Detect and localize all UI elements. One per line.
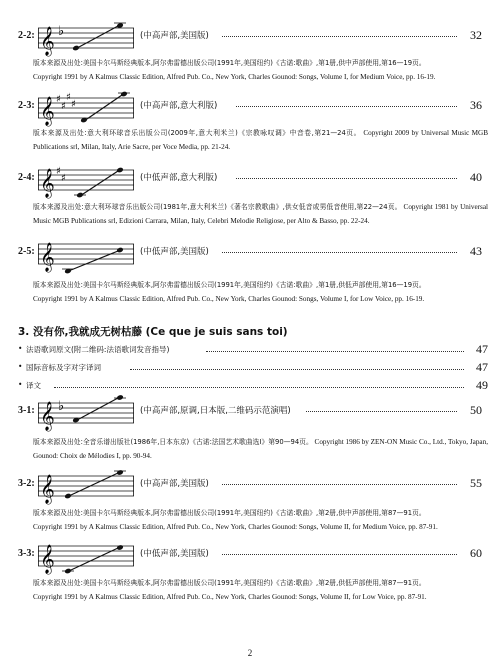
- bullet-icon: •: [18, 362, 23, 371]
- end-note-icon: [116, 247, 124, 254]
- page-ref[interactable]: 47: [476, 342, 488, 356]
- music-staff-incipit: [38, 466, 138, 506]
- leader-dots: [222, 252, 457, 253]
- caption-cn: 版本来源及出处:全音乐谱出版社(1986年,日本东京)《古诺:法国艺术歌曲选Ⅰ》第90—94页。: [33, 438, 313, 446]
- leader-dots: [222, 554, 457, 555]
- end-note-icon: [116, 469, 124, 476]
- bullet-icon: •: [18, 344, 23, 353]
- start-note-icon: [64, 493, 72, 500]
- voice-label: (中低声部,意大利版): [140, 173, 218, 183]
- music-staff-incipit: [38, 393, 138, 433]
- entry-id: 3-3:: [18, 548, 35, 559]
- voice-label: (中低声部,美国版): [140, 247, 209, 257]
- page-ref[interactable]: 49: [476, 378, 488, 392]
- caption: [33, 278, 488, 306]
- caption-en: Copyright 1991 by A Kalmus Classic Edition, Alfred Pub. Co., New York, Charles Gounod: Songs, Volume I, for Medium Voice, pp. 16-19.: [33, 73, 436, 81]
- page-number: 2: [247, 648, 253, 658]
- leader-dots: [236, 178, 457, 179]
- treble-clef-icon: 𝄞: [40, 168, 55, 197]
- page-ref[interactable]: 43: [470, 244, 482, 258]
- page-ref[interactable]: 60: [470, 546, 482, 560]
- range-line: [87, 95, 122, 119]
- sub-item-ipa[interactable]: [18, 360, 488, 376]
- caption-cn: 版本来源及出处:意大利环球音乐出版公司(1981年,意大利米兰)《著名宗教歌曲》,供女低音或男低音使用,第22—24页。: [33, 203, 402, 211]
- leader-dots: [130, 369, 464, 370]
- sub-item-label: 法语歌词原文(附二维码:法语歌词发音指导): [26, 345, 170, 354]
- caption-en: Copyright 1991 by A Kalmus Classic Edition, Alfred Pub. Co., New York, Charles Gounod: Songs, Volume II, for Medium Voice, pp. 87-91.: [33, 523, 438, 531]
- caption-en: Copyright 1986 by ZEN-ON Music Co., Ltd., Tokyo, Japan, Gounod: Choix de Mélodies I, pp. 90-94.: [33, 438, 488, 460]
- sharp-sign-icon: ♯: [56, 166, 61, 177]
- entry-id: 3-1:: [18, 405, 35, 416]
- end-note-icon: [116, 394, 124, 401]
- entry-id: 2-2:: [18, 30, 35, 41]
- voice-label: (中高声部,美国版): [140, 31, 209, 41]
- sub-item-translation[interactable]: [18, 378, 488, 394]
- flat-sign-icon: ♭: [58, 399, 65, 414]
- sub-item-label: 国际音标及字对字译词: [26, 363, 101, 372]
- leader-dots: [222, 36, 457, 37]
- sharp-sign-icon: ♯: [71, 99, 76, 110]
- section-title[interactable]: 3. 没有你,我就成无树枯藤 (Ce que je suis sans toi): [18, 326, 288, 338]
- entry-id: 2-4:: [18, 172, 35, 183]
- treble-clef-icon: 𝄞: [40, 401, 55, 430]
- sub-item-lyrics[interactable]: [18, 342, 488, 358]
- page-ref[interactable]: 50: [470, 403, 482, 417]
- caption-cn: 版本来源及出处:美国卡尔马斯经典版本,阿尔弗雷德出版公司(1991年,美国纽约)《古诺:歌曲》,第2册,供低声部使用,第87—91页。: [33, 579, 426, 587]
- entry-id: 2-3:: [18, 100, 35, 111]
- treble-clef-icon: 𝄞: [40, 242, 55, 271]
- range-line: [79, 398, 118, 419]
- start-note-icon: [72, 45, 80, 52]
- end-note-icon: [116, 544, 124, 551]
- caption: [33, 506, 488, 534]
- voice-label: (中高声部,原调,日本版,二维码示范演唱): [140, 406, 291, 416]
- treble-clef-icon: 𝄞: [40, 26, 55, 55]
- caption-cn: 版本来源及出处:美国卡尔马斯经典版本,阿尔弗雷德出版公司(1991年,美国纽约)《古诺:歌曲》,第1册,供中声部使用,第16—19页。: [33, 59, 426, 67]
- music-staff-incipit: [38, 160, 138, 200]
- sharp-sign-icon: ♯: [61, 101, 66, 112]
- caption: [33, 576, 488, 604]
- sharp-sign-icon: ♯: [56, 94, 61, 105]
- treble-clef-icon: 𝄞: [40, 544, 55, 573]
- entry-id: 2-5:: [18, 246, 35, 257]
- voice-label: (中高声部,意大利版): [140, 101, 218, 111]
- music-staff-incipit: [38, 18, 138, 58]
- flat-sign-icon: ♭: [58, 24, 65, 39]
- leader-dots: [236, 106, 457, 107]
- leader-dots: [222, 484, 457, 485]
- page-ref[interactable]: 40: [470, 170, 482, 184]
- end-note-icon: [120, 91, 128, 98]
- caption: [33, 435, 488, 463]
- caption: [33, 126, 488, 154]
- caption-en: Copyright 1991 by A Kalmus Classic Edition, Alfred Pub. Co., New York, Charles Gounod: Songs, Volume I, for Low Voice, pp. 16-19.: [33, 295, 425, 303]
- caption-en: Copyright 1981 by Universal Music MGB Publications srl, Edizioni Carrara, Milan, Italy, Celebri Melodie Religiose, per Alto & Basso, pp. 22-24.: [33, 203, 489, 225]
- leader-dots: [306, 411, 457, 412]
- leader-dots: [54, 387, 464, 388]
- page-ref[interactable]: 36: [470, 98, 482, 112]
- range-line: [79, 26, 118, 47]
- music-staff-incipit: [38, 536, 138, 576]
- music-staff-incipit: [38, 234, 138, 274]
- sharp-sign-icon: ♯: [66, 92, 71, 103]
- entry-id: 3-2:: [18, 478, 35, 489]
- page-ref[interactable]: 32: [470, 28, 482, 42]
- leader-dots: [206, 351, 464, 352]
- range-line: [83, 171, 118, 194]
- bullet-icon: •: [18, 380, 23, 389]
- sub-item-label: 译文: [26, 381, 41, 390]
- treble-clef-icon: 𝄞: [40, 474, 55, 503]
- sharp-sign-icon: ♯: [61, 173, 66, 184]
- caption-cn: 版本来源及出处:美国卡尔马斯经典版本,阿尔弗雷德出版公司(1991年,美国纽约)《古诺:歌曲》,第2册,供中声部使用,第87—91页。: [33, 509, 426, 517]
- treble-clef-icon: 𝄞: [40, 96, 55, 125]
- caption: [33, 56, 488, 84]
- caption-cn: 版本来源及出处:美国卡尔马斯经典版本,阿尔弗雷德出版公司(1991年,美国纽约)《古诺:歌曲》,第1册,供低声部使用,第16—19页。: [33, 281, 426, 289]
- caption-cn: 版本来源及出处:意大利环球音乐出版公司(2009年,意大利米兰)《宗教咏叹调》中音卷,第21—24页。: [33, 129, 361, 137]
- caption-en: Copyright 1991 by A Kalmus Classic Edition, Alfred Pub. Co., New York, Charles Gounod: Songs, Volume II, for Low Voice, pp. 87-91.: [33, 593, 427, 601]
- page-ref[interactable]: 47: [476, 360, 488, 374]
- page-ref[interactable]: 55: [470, 476, 482, 490]
- caption: [33, 200, 488, 228]
- voice-label: (中低声部,美国版): [140, 549, 209, 559]
- caption-en: Copyright 2009 by Universal Music MGB Publications srl, Milan, Italy, Arie Sacre, per Voce Media, pp. 21-24.: [33, 129, 489, 151]
- music-staff-incipit: [38, 88, 138, 128]
- voice-label: (中高声部,美国版): [140, 479, 209, 489]
- end-note-icon: [116, 167, 124, 174]
